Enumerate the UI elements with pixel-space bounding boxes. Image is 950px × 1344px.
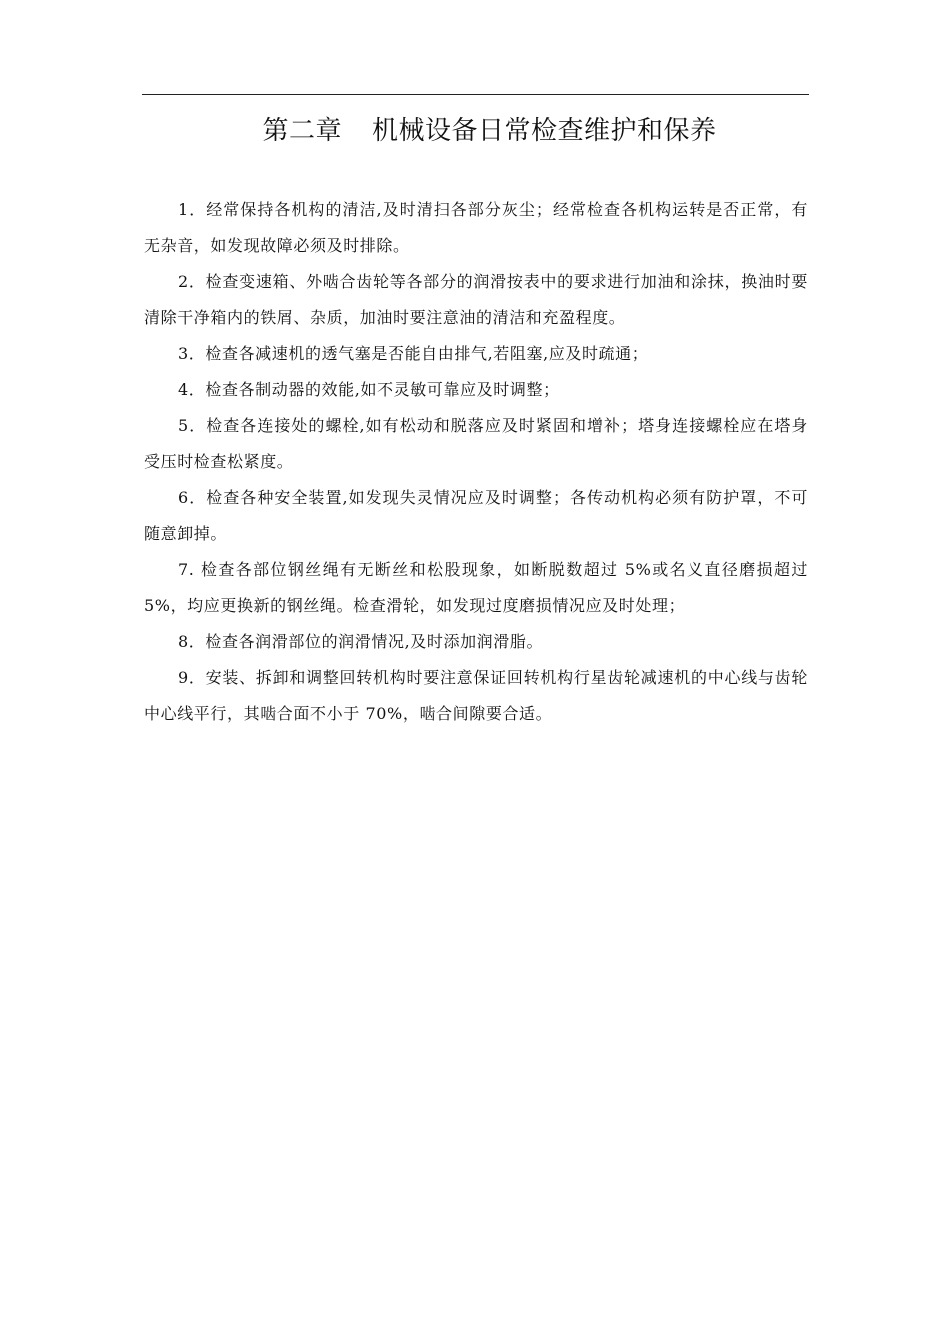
header-rule (142, 94, 809, 95)
paragraph: 3．检查各减速机的透气塞是否能自由排气,若阻塞,应及时疏通； (178, 344, 649, 363)
paragraph: 6．检查各种安全装置,如发现失灵情况应及时调整；各传动机构必须有防护罩，不可随意卸掉。 (144, 488, 808, 543)
maintenance-list (144, 192, 808, 732)
paragraph: 8．检查各润滑部位的润滑情况,及时添加润滑脂。 (178, 632, 544, 651)
chapter-heading: 机械设备日常检查维护和保养 (372, 116, 717, 146)
paragraph: 1．经常保持各机构的清洁,及时清扫各部分灰尘；经常检查各机构运转是否正常，有无杂音，如发现故障必须及时排除。 (144, 200, 808, 255)
chapter-number: 第二章 (262, 116, 342, 146)
paragraph: 5．检查各连接处的螺栓,如有松动和脱落应及时紧固和增补；塔身连接螺栓应在塔身受压时检查松紧度。 (144, 416, 808, 471)
paragraph: 7. 检查各部位钢丝绳有无断丝和松股现象，如断脱数超过 5%或名义直径磨损超过 5%，均应更换新的钢丝绳。检查滑轮，如发现过度磨损情况应及时处理； (144, 560, 808, 615)
paragraph: 4．检查各制动器的效能,如不灵敏可靠应及时调整； (178, 380, 560, 399)
paragraph: 2．检查变速箱、外啮合齿轮等各部分的润滑按表中的要求进行加油和涂抹，换油时要清除干净箱内的铁屑、杂质，加油时要注意油的清洁和充盈程度。 (144, 272, 808, 327)
paragraph: 9．安装、拆卸和调整回转机构时要注意保证回转机构行星齿轮减速机的中心线与齿轮中心线平行，其啮合面不小于 70%，啮合间隙要合适。 (144, 668, 808, 723)
chapter-title (142, 110, 809, 152)
